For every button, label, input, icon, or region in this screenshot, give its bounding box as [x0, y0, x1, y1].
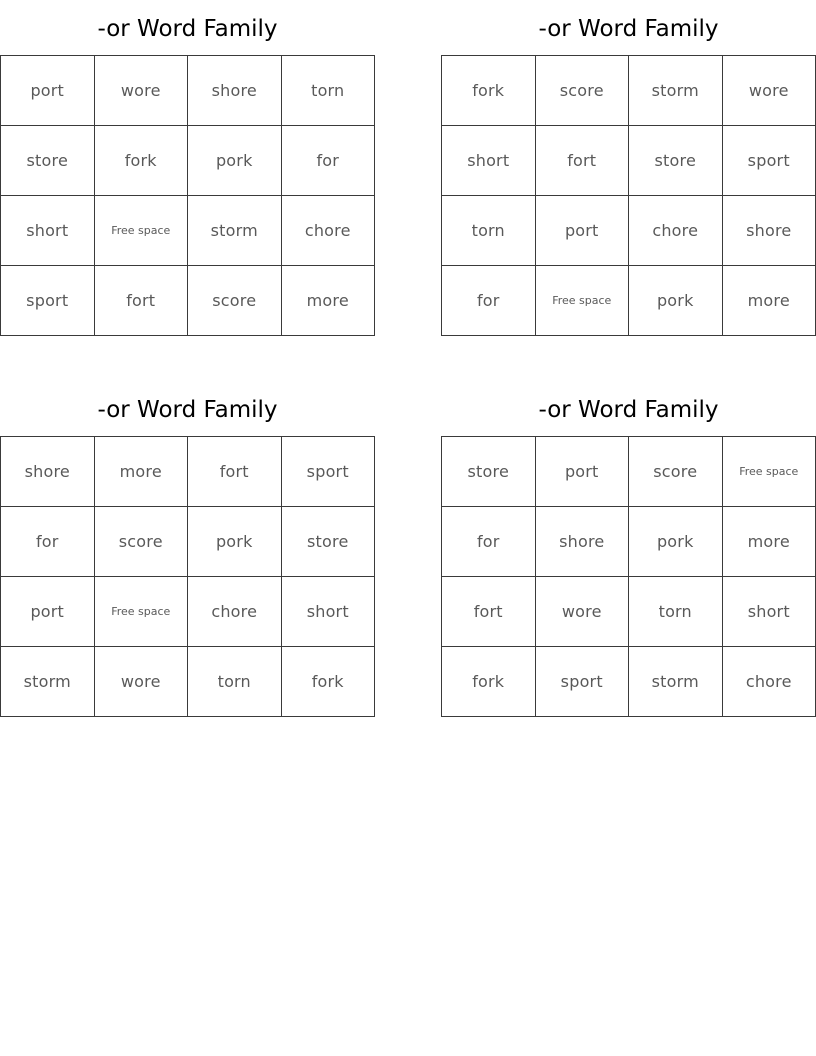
grid-cell: torn: [629, 577, 723, 647]
card-title: -or Word Family: [97, 397, 278, 423]
grid-cell: pork: [188, 126, 282, 196]
grid-row: [1, 266, 375, 336]
bingo-grid: [441, 55, 816, 336]
grid-cell: more: [94, 437, 188, 507]
grid-cell: wore: [722, 56, 816, 126]
grid-cell: fork: [281, 647, 375, 717]
free-space-cell: Free space: [722, 437, 816, 507]
grid-cell: for: [1, 507, 95, 577]
grid-cell: chore: [629, 196, 723, 266]
grid-cell: for: [442, 266, 536, 336]
bingo-grid: [441, 436, 816, 717]
grid-cell: fork: [94, 126, 188, 196]
grid-cell: storm: [629, 56, 723, 126]
grid-row: [1, 126, 375, 196]
grid-cell: fort: [188, 437, 282, 507]
grid-cell: chore: [281, 196, 375, 266]
grid-cell: sport: [1, 266, 95, 336]
grid-cell: score: [535, 56, 629, 126]
grid-row: [1, 196, 375, 266]
grid-cell: more: [722, 507, 816, 577]
grid-cell: shore: [188, 56, 282, 126]
grid-cell: score: [94, 507, 188, 577]
grid-row: [442, 196, 816, 266]
grid-row: [1, 577, 375, 647]
grid-cell: short: [722, 577, 816, 647]
grid-cell: storm: [1, 647, 95, 717]
card-title: -or Word Family: [538, 16, 719, 42]
grid-cell: score: [188, 266, 282, 336]
free-space-cell: Free space: [535, 266, 629, 336]
grid-cell: store: [442, 437, 536, 507]
grid-cell: fork: [442, 647, 536, 717]
grid-cell: pork: [188, 507, 282, 577]
grid-cell: storm: [629, 647, 723, 717]
grid-row: [442, 647, 816, 717]
grid-cell: pork: [629, 507, 723, 577]
grid-cell: fort: [442, 577, 536, 647]
grid-cell: shore: [535, 507, 629, 577]
grid-row: [1, 647, 375, 717]
grid-cell: short: [442, 126, 536, 196]
grid-cell: short: [281, 577, 375, 647]
card-title: -or Word Family: [538, 397, 719, 423]
grid-row: [1, 437, 375, 507]
grid-cell: torn: [442, 196, 536, 266]
grid-cell: port: [1, 577, 95, 647]
grid-cell: port: [1, 56, 95, 126]
grid-cell: short: [1, 196, 95, 266]
grid-cell: port: [535, 437, 629, 507]
grid-row: [1, 56, 375, 126]
grid-cell: store: [629, 126, 723, 196]
grid-cell: port: [535, 196, 629, 266]
grid-cell: more: [281, 266, 375, 336]
grid-row: [442, 577, 816, 647]
grid-cell: wore: [94, 56, 188, 126]
grid-cell: chore: [722, 647, 816, 717]
grid-cell: pork: [629, 266, 723, 336]
grid-cell: sport: [535, 647, 629, 717]
grid-cell: fork: [442, 56, 536, 126]
bingo-grid: [0, 436, 375, 717]
grid-cell: more: [722, 266, 816, 336]
grid-cell: fort: [94, 266, 188, 336]
grid-cell: torn: [188, 647, 282, 717]
grid-cell: chore: [188, 577, 282, 647]
free-space-cell: Free space: [94, 577, 188, 647]
card-title: -or Word Family: [97, 16, 278, 42]
bingo-grid: [0, 55, 375, 336]
grid-row: [442, 437, 816, 507]
grid-cell: sport: [281, 437, 375, 507]
grid-cell: storm: [188, 196, 282, 266]
grid-cell: wore: [94, 647, 188, 717]
grid-cell: score: [629, 437, 723, 507]
grid-row: [442, 56, 816, 126]
grid-cell: store: [1, 126, 95, 196]
grid-cell: for: [442, 507, 536, 577]
grid-cell: shore: [722, 196, 816, 266]
grid-cell: for: [281, 126, 375, 196]
grid-row: [442, 507, 816, 577]
grid-row: [442, 266, 816, 336]
grid-cell: torn: [281, 56, 375, 126]
grid-cell: wore: [535, 577, 629, 647]
grid-cell: shore: [1, 437, 95, 507]
grid-cell: fort: [535, 126, 629, 196]
grid-row: [1, 507, 375, 577]
grid-cell: sport: [722, 126, 816, 196]
grid-cell: store: [281, 507, 375, 577]
free-space-cell: Free space: [94, 196, 188, 266]
grid-row: [442, 126, 816, 196]
